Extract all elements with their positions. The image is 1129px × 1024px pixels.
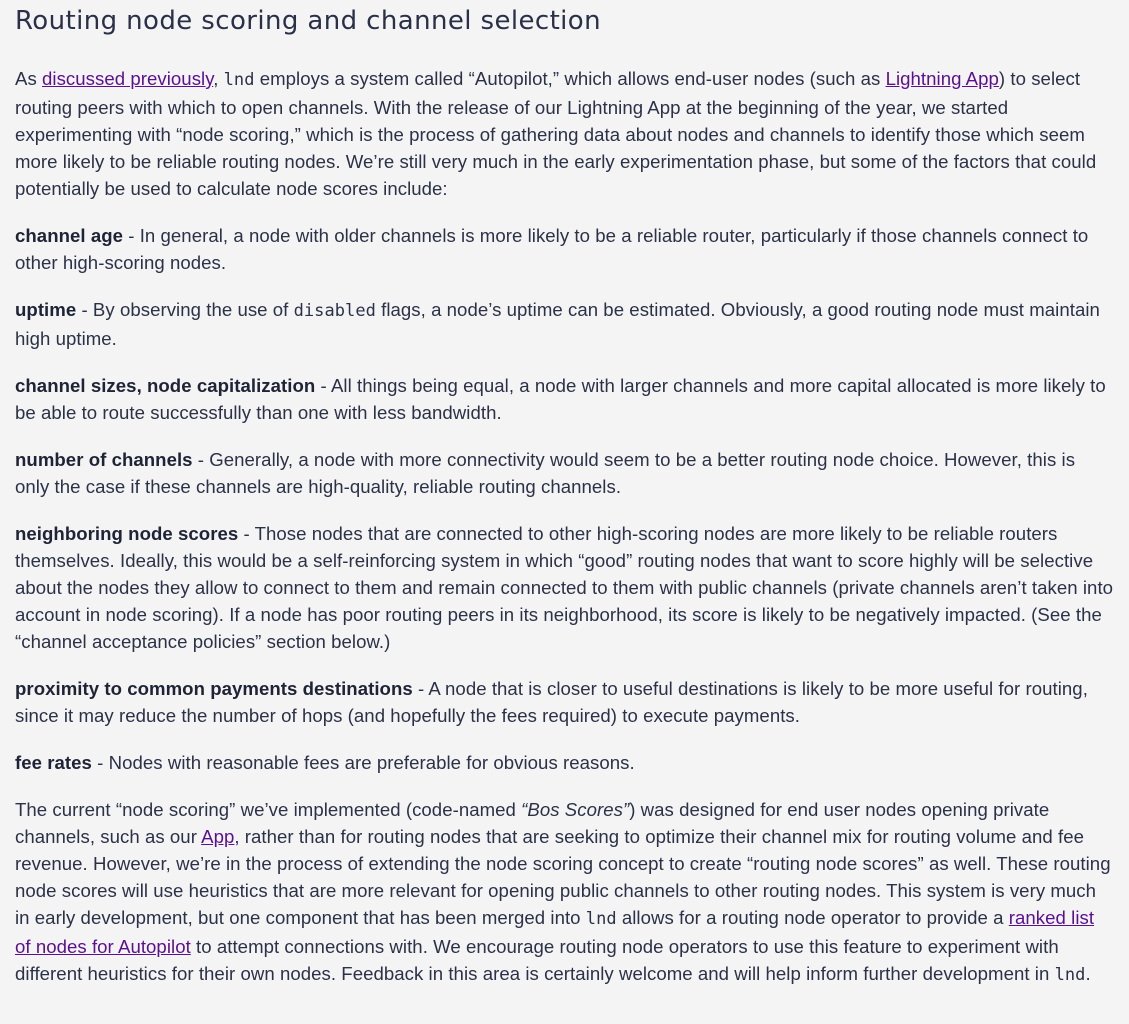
disabled-code: disabled [293, 301, 376, 321]
bos-scores-emphasis: “Bos Scores” [521, 799, 630, 820]
factor-term: channel age [15, 225, 124, 246]
factor-term: fee rates [15, 752, 92, 773]
factor-term: number of channels [15, 449, 193, 470]
factor-proximity [15, 675, 1114, 729]
factor-uptime [15, 296, 1114, 352]
text: . [1085, 963, 1091, 984]
factor-desc: - All things being equal, a node with larger channels and more capital allocated is more likely to be able to route successfully than one with less bandwidth. [15, 375, 1106, 423]
text: As [15, 68, 43, 89]
factor-desc: - Generally, a node with more connectivity would seem to be a better routing node choice. However, this is only the case if these channels are high-quality, reliable routing channels. [15, 449, 1076, 497]
factor-neighboring-scores [15, 520, 1114, 655]
text: ) was designed for end user nodes opening private channels, such as our [15, 799, 1050, 847]
factor-term: channel sizes, node capitalization [15, 375, 316, 396]
factor-desc: - Those nodes that are connected to other high-scoring nodes are more likely to be reliable routers themselves. Ideally, this would be a self-reinforcing system in which “good” routing nodes that want to score highly will be selective about the nodes they allow to connect to them and remain connected to them with public channels (private channels aren’t taken into account in node scoring). If a node has poor routing peers in its neighborhood, its score is likely to be negatively impacted. (See the “channel acceptance policies” section below.) [15, 523, 1114, 652]
text: The current “node scoring” we’ve implemented (code-named [15, 799, 522, 820]
lnd-code: lnd [585, 909, 617, 929]
factor-term: uptime [15, 299, 77, 320]
app-link[interactable]: App [201, 826, 235, 847]
lnd-code: lnd [223, 70, 255, 90]
factor-desc: - In general, a node with older channels is more likely to be a reliable router, particularly if those channels connect to other high-scoring nodes. [15, 225, 1089, 273]
text: to attempt connections with. We encourage routing node operators to use this feature to experiment with different heuristics for their own nodes. Feedback in this area is certainly welcome and will help inform further development in [15, 936, 1059, 984]
text: ) to select routing peers with which to open channels. With the release of our Lightning App at the beginning of the year, we started experimenting with “node scoring,” which is the process of gathering data about nodes and channels to identify those which seem more likely to be reliable routing nodes. We’re still very much in the early experimentation phase, but some of the factors that could potentially be used to calculate node scores include: [15, 68, 1097, 199]
factor-channel-sizes [15, 372, 1114, 426]
factor-channel-age [15, 222, 1114, 276]
factor-desc: - A node that is closer to useful destinations is likely to be more useful for routing, since it may reduce the number of hops (and hopefully the fees required) to execute payments. [15, 678, 1088, 726]
factor-term: proximity to common payments destinations [15, 678, 413, 699]
text: , [213, 68, 224, 89]
text: , rather than for routing nodes that are seeking to optimize their channel mix for routing volume and fee revenue. However, we’re in the process of extending the node scoring concept to create “routing node scores” as well. These routing node scores will use heuristics that are more relevant for opening public channels to other routing nodes. This system is very much in early development, but one component that has been merged into [15, 826, 1111, 928]
factor-desc: flags, a node’s uptime can be estimated. Obviously, a good routing node must maintain high uptime. [15, 299, 1100, 349]
ranked-list-link[interactable]: ranked list of nodes for Autopilot [15, 907, 1095, 957]
factor-desc: - By observing the use of [76, 299, 294, 320]
text: allows for a routing node operator to provide a [616, 907, 1009, 928]
intro-paragraph [15, 65, 1114, 202]
lightning-app-link[interactable]: Lightning App [885, 68, 999, 89]
section-heading: Routing node scoring and channel selection [15, 6, 601, 36]
lnd-code: lnd [1054, 965, 1086, 985]
factor-term: neighboring node scores [15, 523, 239, 544]
text: employs a system called “Autopilot,” which allows end-user nodes (such as [254, 68, 886, 89]
factor-fee-rates [15, 749, 1114, 776]
factor-desc: - Nodes with reasonable fees are preferable for obvious reasons. [91, 752, 635, 773]
closing-paragraph [15, 796, 1114, 989]
discussed-previously-link[interactable]: discussed previously [42, 68, 214, 89]
factor-number-of-channels [15, 446, 1114, 500]
